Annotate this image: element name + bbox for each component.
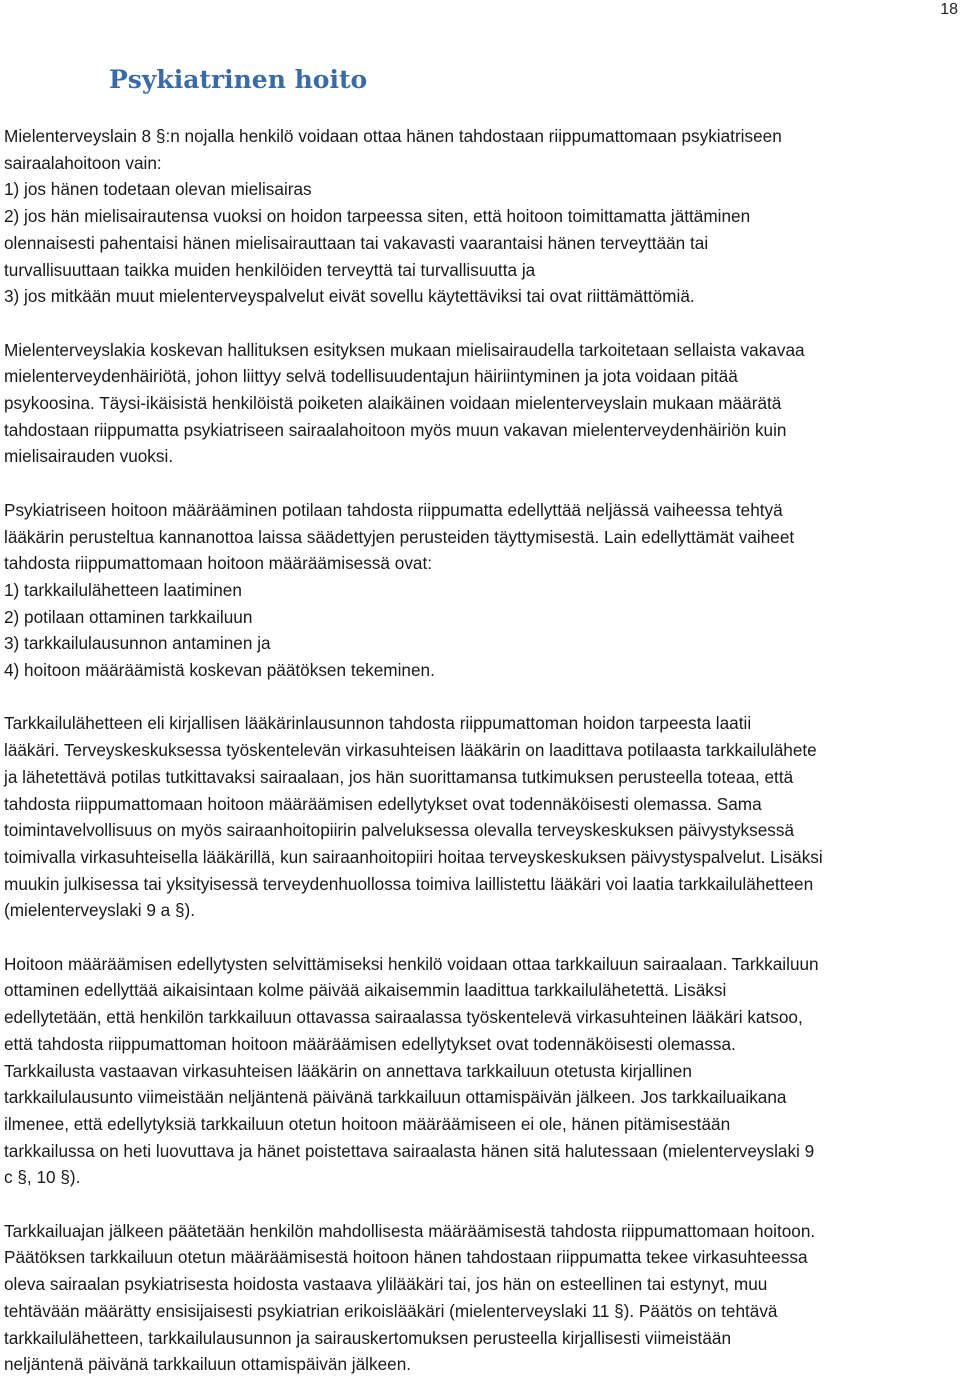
text-line: Psykiatriseen hoitoon määrääminen potilaan tahdosta riippumatta edellyttää neljässä vaiheessa tehtyä — [4, 499, 783, 520]
text-line: Mielenterveyslain 8 §:n nojalla henkilö voidaan ottaa hänen tahdostaan riippumattomaan psykiatriseen — [4, 126, 782, 146]
text-line: 3) tarkkailulausunnon antaminen ja — [4, 633, 271, 654]
text-line: ilmenee, että edellytyksiä tarkkailuun otetun hoitoon määräämiseen ei ole, hänen pitämisestään — [4, 1113, 731, 1134]
paragraph — [4, 123, 956, 310]
text-line: Hoitoon määräämisen edellytysten selvittämiseksi henkilö voidaan ottaa tarkkailuun sairaalaan. Tarkkailuun — [4, 953, 819, 974]
text-line: turvallisuuttaan taikka muiden henkilöiden terveyttä tai turvallisuutta ja — [4, 259, 536, 280]
text-line: tahdosta riippumattomaan hoitoon määräämisessä ovat: — [4, 553, 433, 574]
text-line: 3) jos mitkään muut mielenterveyspalvelut eivät sovellu käytettäviksi tai ovat riittämättömiä. — [4, 286, 695, 307]
text-line: Tarkkailusta vastaavan virkasuhteisen lääkärin on annettava tarkkailuun otetusta kirjallinen — [4, 1060, 692, 1081]
text-line: olennaisesti pahentaisi hänen mielisairauttaan tai vakavasti vaarantaisi hänen terveyttään tai — [4, 232, 709, 253]
paragraph — [4, 951, 956, 1191]
document-body — [4, 123, 956, 1378]
text-line: tarkkailussa on heti luovuttava ja hänet poistettava sairaalasta hänen sitä halutessaan (mielenterveyslaki 9 — [4, 1140, 815, 1161]
text-line: tahdostaan riippumatta psykiatriseen sairaalahoitoon myös muun vakavan mielenterveydenhäiriön kuin — [4, 419, 787, 440]
text-line: c §, 10 §). — [4, 1167, 81, 1188]
text-line: tahdosta riippumattomaan hoitoon määräämisen edellytykset ovat todennäköisesti olemassa. Sama — [4, 793, 762, 814]
paragraph — [4, 1218, 956, 1378]
text-line: 2) potilaan ottaminen tarkkailuun — [4, 606, 253, 627]
text-line: tarkkailulähetteen, tarkkailulausunnon ja sairauskertomuksen perusteella kirjallisesti viimeistään — [4, 1327, 732, 1348]
text-line: psykoosina. Täysi-ikäisistä henkilöistä poiketen alaikäinen voidaan mielenterveyslain mukaan määrätä — [4, 393, 782, 414]
text-line: mielenterveydenhäiriötä, johon liittyy selvä todellisuudentajun häiriintyminen ja jota voidaan pitää — [4, 366, 738, 387]
text-line: toimivalla virkasuhteisella lääkärillä, kun sairaanhoitopiiri hoitaa terveyskeskuksen päivystyspalvelut. Lisäksi — [4, 846, 823, 867]
text-line: mielisairauden vuoksi. — [4, 446, 174, 467]
paragraph — [4, 497, 956, 684]
text-line: lääkäri. Terveyskeskuksessa työskentelevän virkasuhteisen lääkärin on laadittava potilaasta tarkkailulähete — [4, 740, 817, 761]
text-line: ja lähetettävä potilas tutkittavaksi sairaalaan, jos hän suorittamansa tutkimuksen perusteella toteaa, että — [4, 766, 794, 787]
text-line: Tarkkailuajan jälkeen päätetään henkilön mahdollisesta määräämisestä tahdosta riippumattomaan hoitoon. — [4, 1220, 816, 1241]
text-line: Päätöksen tarkkailuun otetun määräämisestä hoitoon hänen tahdostaan riippumatta tekee virkasuhteessa — [4, 1247, 808, 1268]
text-line: lääkärin perusteltua kannanottoa laissa säädettyjen perusteiden täyttymisestä. Lain edellyttämät vaiheet — [4, 526, 795, 547]
text-line: että tahdosta riippumattoman hoitoon määräämisen edellytykset ovat todennäköisesti olemassa. — [4, 1033, 736, 1054]
text-line: Mielenterveyslakia koskevan hallituksen esityksen mukaan mielisairaudella tarkoitetaan sellaista vakavaa — [4, 339, 805, 360]
text-line: neljäntenä päivänä tarkkailuun ottamispäivän jälkeen. — [4, 1354, 412, 1375]
text-line: (mielenterveyslaki 9 a §). — [4, 900, 196, 921]
paragraph — [4, 337, 956, 471]
paragraph — [4, 710, 956, 924]
text-line: Tarkkailulähetteen eli kirjallisen lääkärinlausunnon tahdosta riippumattoman hoidon tarpeesta laatii — [4, 713, 752, 734]
text-line: toimintavelvollisuus on myös sairaanhoitopiirin palveluksessa olevalla terveyskeskuksen päivystyksessä — [4, 820, 795, 841]
text-line: ottaminen edellyttää aikaisintaan kolme päivää aikaisemmin laadittua tarkkailulähetettä. Lisäksi — [4, 980, 727, 1001]
page-title: Psykiatrinen hoito — [109, 65, 368, 94]
text-line: 1) jos hänen todetaan olevan mielisairas — [4, 179, 312, 200]
text-line: tehtävään määrätty ensisijaisesti psykiatrian erikoislääkäri (mielenterveyslaki 11 §). Päätös on tehtävä — [4, 1300, 778, 1321]
text-line: tarkkailulausunto viimeistään neljäntenä päivänä tarkkailuun ottamispäivän jälkeen. Jos tarkkailuaikana — [4, 1087, 787, 1108]
page-number: 18 — [940, 1, 958, 18]
text-line: 2) jos hän mielisairautensa vuoksi on hoidon tarpeessa siten, että hoitoon toimittamatta jättäminen — [4, 206, 751, 227]
text-line: edellytetään, että henkilön tarkkailuun ottavassa sairaalassa työskentelevä virkasuhteinen lääkäri katsoo, — [4, 1007, 803, 1028]
text-line: 1) tarkkailulähetteen laatiminen — [4, 579, 242, 600]
text-line: sairaalahoitoon vain: — [4, 152, 162, 173]
text-line: muukin julkisessa tai yksityisessä terveydenhuollossa toimiva laillistettu lääkäri voi laatia tarkkailulähetteen — [4, 873, 814, 894]
text-line: 4) hoitoon määräämistä koskevan päätöksen tekeminen. — [4, 660, 435, 681]
text-line: oleva sairaalan psykiatrisesta hoidosta vastaava ylilääkäri tai, jos hän on esteellinen tai estynyt, muu — [4, 1274, 768, 1295]
